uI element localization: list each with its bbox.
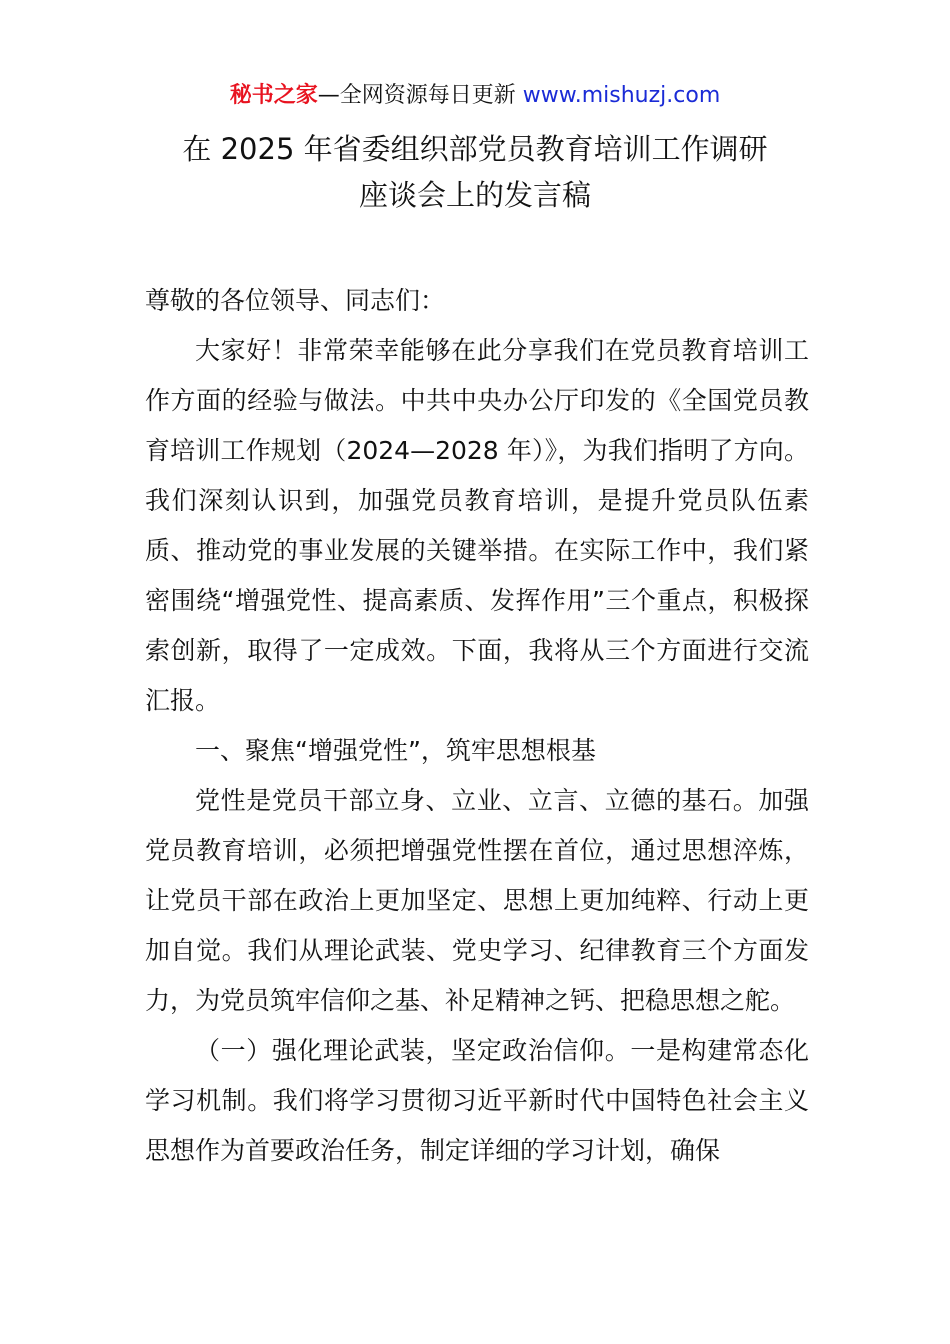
document-body — [145, 276, 809, 1176]
paragraph-theory-study: （一）强化理论武装，坚定政治信仰。一是构建常态化学习机制。我们将学习贯彻习近平新时代中国特色社会主义思想作为首要政治任务，制定详细的学习计划，确保 — [145, 1036, 809, 1165]
paragraph-party-spirit: 党性是党员干部立身、立业、立言、立德的基石。加强党员教育培训，必须把增强党性摆在首位，通过思想淬炼，让党员干部在政治上更加坚定、思想上更加纯粹、行动上更加自觉。我们从理论武装、党史学习、纪律教育三个方面发力，为党员筑牢信仰之基、补足精神之钙、把稳思想之舵。 — [145, 786, 809, 1015]
document-title — [0, 126, 950, 218]
paragraph-intro: 大家好！非常荣幸能够在此分享我们在党员教育培训工作方面的经验与做法。中共中央办公厅印发的《全国党员教育培训工作规划（2024—2028 年）》，为我们指明了方向。我们深刻认识到，加强党员教育培训，是提升党员队伍素质、推动党的事业发展的关键举措。在实际工作中，我们紧密围绕“增强党性、提高素质、发挥作用”三个重点，积极探索创新，取得了一定成效。下面，我将从三个方面进行交流汇报。 — [145, 336, 809, 715]
brand-name: 秘书之家 — [229, 83, 318, 108]
salutation: 尊敬的各位领导、同志们： — [145, 286, 446, 315]
banner-tagline: —全网资源每日更新 — [317, 83, 523, 108]
title-line-1: 在 2025 年省委组织部党员教育培训工作调研 — [182, 132, 768, 166]
section-heading-1: 一、聚焦“增强党性”，筑牢思想根基 — [195, 736, 596, 765]
site-url-link[interactable]: www.mishuzj.com — [522, 83, 721, 108]
site-banner — [0, 80, 950, 112]
title-line-2: 座谈会上的发言稿 — [358, 178, 591, 212]
